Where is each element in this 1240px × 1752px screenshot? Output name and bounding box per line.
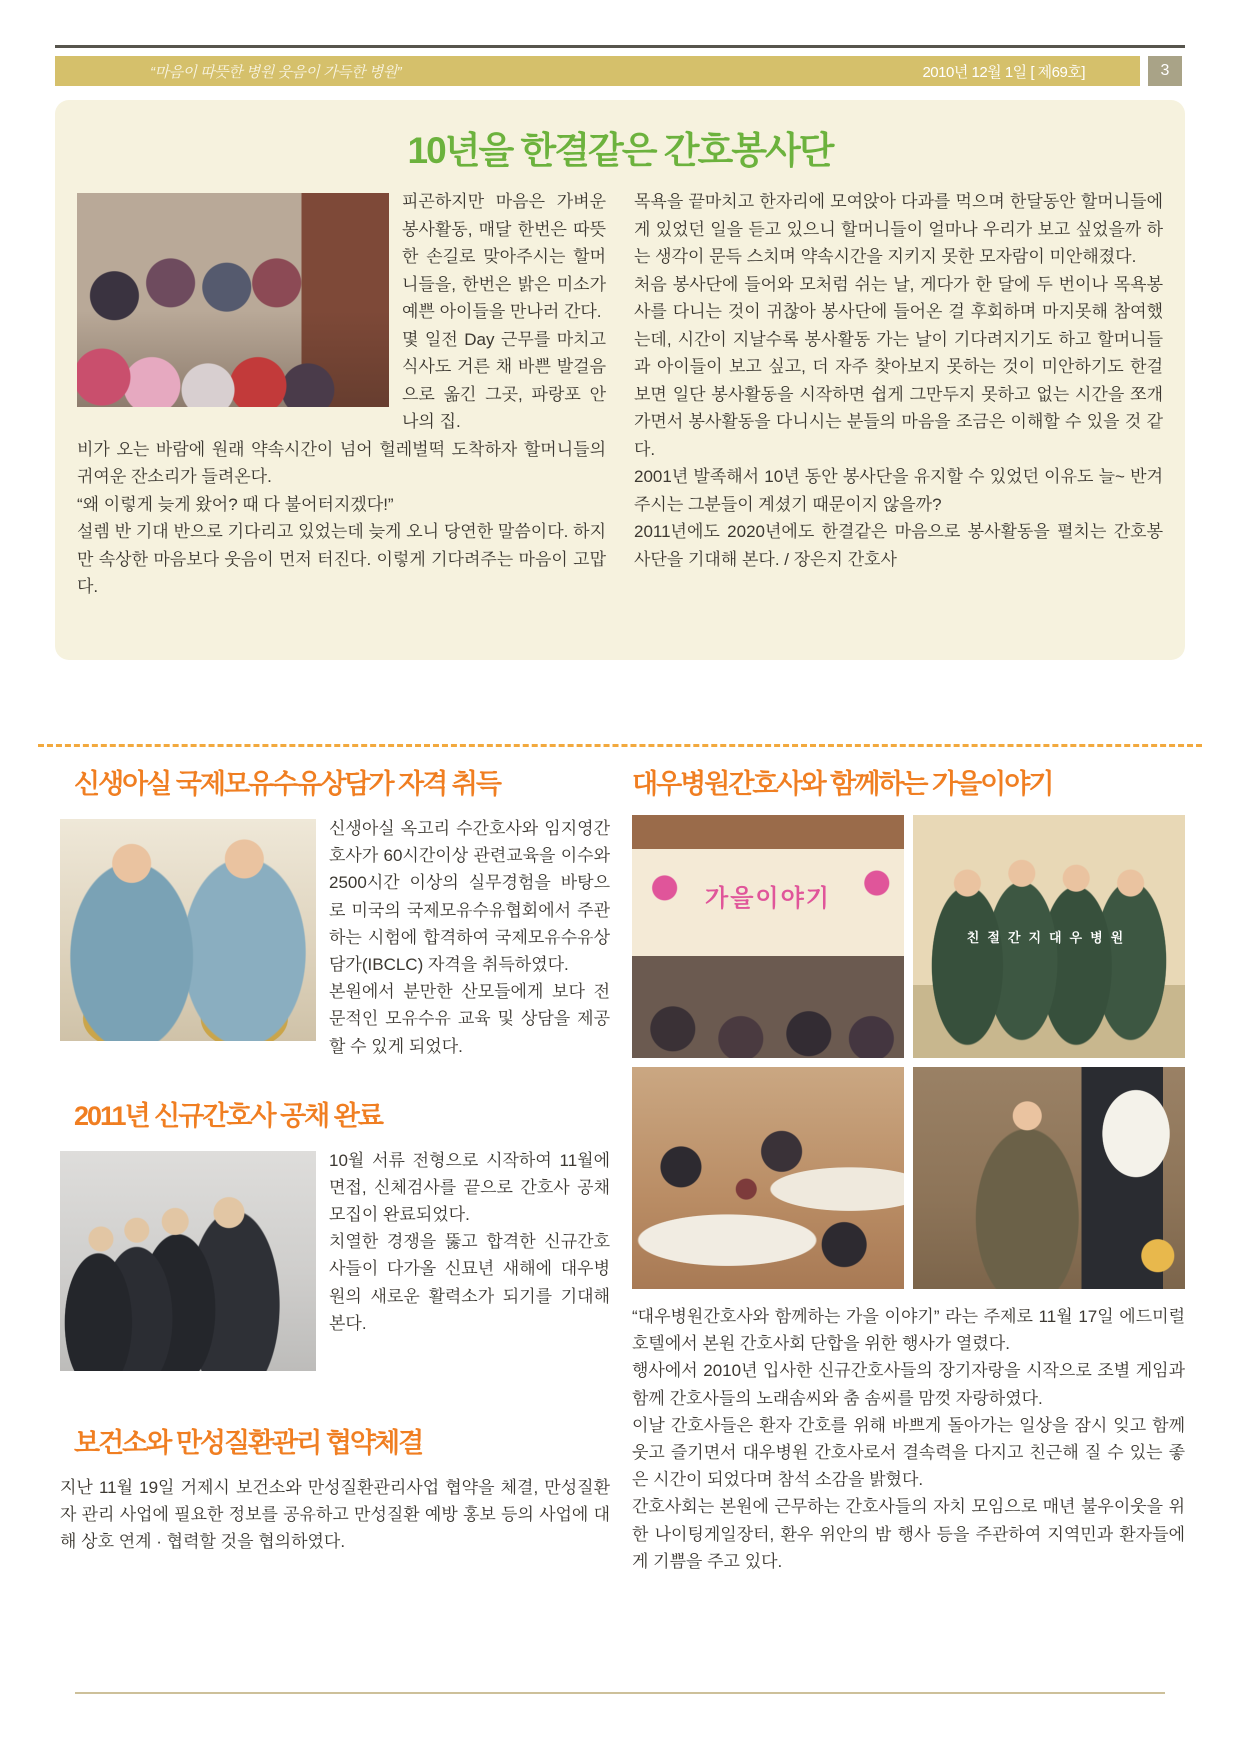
main-article-left-column <box>77 188 606 601</box>
main-article-title: 10년을 한결같은 간호봉사단 <box>407 130 833 171</box>
paragraph: 2001년 발족해서 10년 동안 봉사단을 유지할 수 있었던 이유도 늘~ 반겨 주시는 그분들이 계셨기 때문이지 않을까? <box>634 467 1163 514</box>
article-mou <box>60 1421 610 1556</box>
autumn-photo-grid <box>632 815 1185 1289</box>
paragraph: 비가 오는 바람에 원래 약속시간이 넘어 헐레벌떡 도착하자 할머니들의 귀여운 잔소리가 들려온다. <box>77 439 606 487</box>
main-article-panel <box>55 100 1185 660</box>
article-ibclc-body <box>60 815 610 1060</box>
paragraph: 목욕을 끝마치고 한자리에 모여앉아 다과를 먹으며 한달동안 할머니들에게 있었던 일을 듣고 있으니 할머니들이 얼마나 우리가 보고 싶었을까 하는 생각이 문득 스치며 약속시간을 지키지 못한 모자람이 미안해졌다. <box>634 192 1163 267</box>
main-article-columns <box>77 188 1163 601</box>
autumn-mc-photo <box>913 1067 1185 1289</box>
paragraph: 간호사회는 본원에 근무하는 간호사들의 자치 모임으로 매년 불우이웃을 위한 나이팅게일장터, 환우 위안의 밤 행사 등을 주관하여 지역민과 환자들에게 기쁨을 주고 있다. <box>632 1497 1185 1571</box>
paragraph: 몇 일전 Day 근무를 마치고 식사도 거른 채 바쁜 발걸음으로 옮긴 그곳, 파랑포 안나의 집. <box>402 329 606 432</box>
right-articles-column <box>632 752 1185 1575</box>
paragraph: “왜 이렇게 늦게 왔어? 때 다 불어터지겠다!” <box>77 494 394 514</box>
article-mou-heading: 보건소와 만성질환관리 협약체결 <box>74 1427 423 1458</box>
autumn-banner-text: 가을이야기 <box>705 885 831 913</box>
top-rule <box>55 45 1185 48</box>
header-date-issue: 2010년 12월 1일 [ 제69호] <box>922 63 1085 81</box>
left-articles-column <box>60 752 610 1555</box>
paragraph: 지난 11월 19일 거제시 보건소와 만성질환관리사업 협약을 체결, 만성질환자 관리 사업에 필요한 정보를 공유하고 만성질환 예방 홍보 등의 사업에 대해 상호 연계 · 협력할 것을 협의하였다. <box>60 1477 610 1552</box>
paragraph: 이날 간호사들은 환자 간호를 위해 바쁘게 돌아가는 일상을 잠시 잊고 함께 웃고 즐기면서 대우병원 간호사로서 결속력을 다지고 친근해 질 수 있는 좋은 시간이 되었다며 참석 소감을 밝혔다. <box>632 1415 1185 1490</box>
paragraph: 피곤하지만 마음은 가벼운 봉사활동, 매달 한번은 따뜻한 손길로 맞아주시는 할머니들을, 한번은 밝은 미소가 예쁜 아이들을 만나러 간다. <box>402 192 606 322</box>
paragraph: 처음 봉사단에 들어와 모처럼 쉬는 날, 게다가 한 달에 두 번이나 목욕봉사를 다니는 것이 귀찮아 봉사단에 들어온 걸 후회하며 마지못해 참여했는데, 시간이 지날수록 봉사활동 가는 날이 기다려지기도 하고 할머니들과 아이들이 보고 싶고, 더 자주 찾아보지 못하는 것이 미안하기도 한걸 보면 일단 봉사활동을 시작하면 쉽게 그만두지 못하고 없는 시간을 쪼개가면서 봉사활동을 다니시는 분들의 마음을 조금은 이해할 수 있을 것 같다. <box>634 274 1163 459</box>
article-ibclc <box>60 762 610 1060</box>
paragraph: 신생아실 옥고리 수간호사와 임지영간호사가 60시간이상 관련교육을 이수와 2500시간 이상의 실무경험을 바탕으로 미국의 국제모유수유협회에서 주관하는 시험에 합격하여 국제모유수유상담가(IBCLC) 자격을 취득하였다. <box>329 819 610 974</box>
autumn-banquet-photo <box>632 1067 904 1289</box>
article-mou-body <box>60 1474 610 1556</box>
article-recruit <box>60 1094 610 1375</box>
article-autumn-heading: 대우병원간호사와 함께하는 가을이야기 <box>632 769 1053 799</box>
article-autumn-body <box>632 1303 1185 1575</box>
paragraph: “대우병원간호사와 함께하는 가을 이야기” 라는 주제로 11월 17일 에드미럴 호텔에서 본원 간호사회 단합을 위한 행사가 열렸다. <box>632 1307 1185 1354</box>
ibclc-nurses-photo <box>60 819 316 1041</box>
article-recruit-heading: 2011년 신규간호사 공채 완료 <box>74 1100 382 1131</box>
paragraph: 10월 서류 전형으로 시작하여 11월에 면접, 신체검사를 끝으로 간호사 공채 모집이 완료되었다. <box>329 1150 610 1225</box>
dashed-divider <box>38 744 1202 747</box>
paragraph: 2011년에도 2020년에도 한결같은 마음으로 봉사활동을 펼치는 간호봉사단을 기대해 본다. / 장은지 간호사 <box>634 522 1163 569</box>
bottom-rule <box>75 1692 1165 1694</box>
volunteer-group-photo <box>77 193 389 407</box>
autumn-cheer-squad-photo <box>913 815 1185 1058</box>
article-ibclc-heading: 신생아실 국제모유수유상담가 자격 취득 <box>74 769 500 799</box>
main-article-right-column <box>634 188 1163 601</box>
autumn-jersey-text: 친절간지대우병원 <box>966 929 1132 945</box>
header-slogan: “마음이 따뜻한 병원 웃음이 가득한 병원” <box>150 63 402 81</box>
article-recruit-body <box>60 1147 610 1375</box>
autumn-banner-photo <box>632 815 904 1058</box>
article-autumn <box>632 762 1185 1575</box>
header-bar <box>55 56 1140 86</box>
paragraph: 치열한 경쟁을 뚫고 합격한 신규간호사들이 다가올 신묘년 새해에 대우병원의 새로운 활력소가 되기를 기대해 본다. <box>329 1232 610 1333</box>
paragraph: 본원에서 분만한 산모들에게 보다 전문적인 모유수유 교육 및 상담을 제공할 수 있게 되었다. <box>329 982 610 1056</box>
paragraph: 설렘 반 기대 반으로 기다리고 있었는데 늦게 오니 당연한 말씀이다. 하지만 속상한 마음보다 웃음이 먼저 터진다. 이렇게 기다려주는 마음이 고맙다. <box>77 522 606 597</box>
recruit-interview-photo <box>60 1151 316 1371</box>
paragraph: 행사에서 2010년 입사한 신규간호사들의 장기자랑을 시작으로 조별 게임과 함께 간호사들의 노래솜씨와 춤 솜씨를 맘껏 자랑하였다. <box>632 1361 1185 1408</box>
page-number-badge: 3 <box>1148 56 1182 86</box>
